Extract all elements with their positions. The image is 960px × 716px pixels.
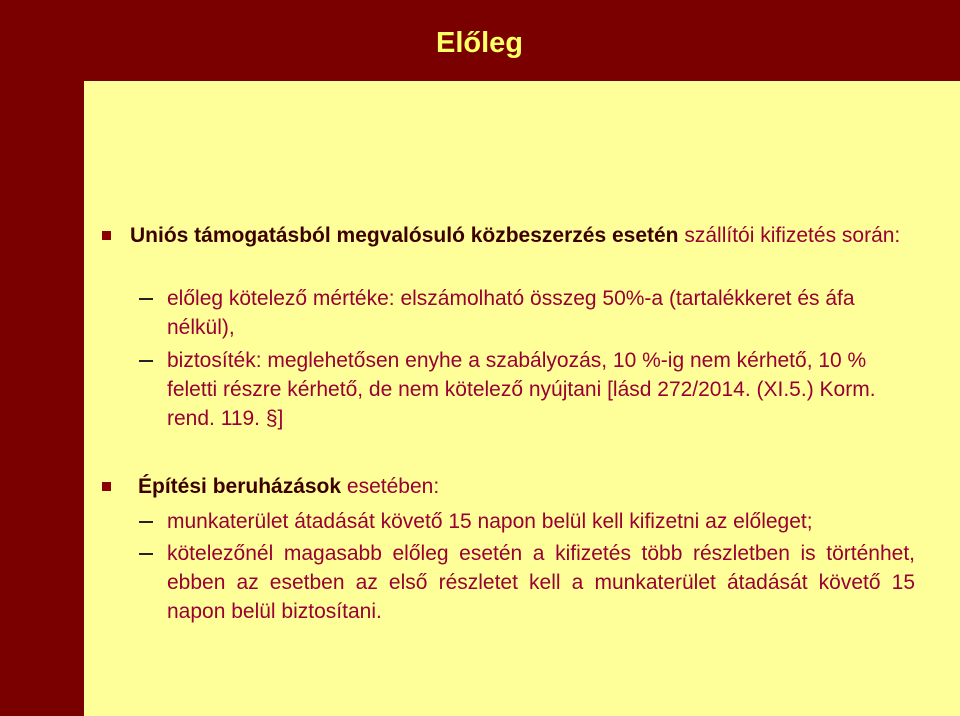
dash-bullet-icon [139,298,153,300]
bullet-lead: Építési beruházások [138,475,342,498]
subitem-advance-rate: előleg kötelező mértéke: elszámolható összeg 50%-a (tartalékkeret és áfa nélkül), [167,287,855,339]
subitem-installments: kötelezőnél magasabb előleg esetén a kifizetés több részletben is történhet, ebben az esetben az első részletet kell a munkaterület átadását követő 15 napon belül biztosítani. [167,542,915,623]
bullet-text-construction [138,472,918,501]
dash-bullet-icon [139,360,153,362]
slide-title: Előleg [436,27,524,59]
subitem-guarantee: biztosíték: meglehetősen enyhe a szabályozás, 10 %-ig nem kérhető, 10 % feletti részre kérhető, de nem kötelező nyújtani [lásd 272/2014. (XI.5.) Korm. rend. 119. §] [167,349,876,430]
square-bullet-icon [102,482,111,491]
bullet-rest: esetében: [341,475,440,498]
bullet-rest: szállítói kifizetés során: [678,224,901,247]
bullet-text-eu-procurement [130,221,918,250]
subitem-payment-deadline: munkaterület átadását követő 15 napon belül kell kifizetni az előleget; [167,510,813,533]
bullet-lead: Uniós támogatásból megvalósuló közbeszerzés esetén [130,224,679,247]
square-bullet-icon [102,231,111,240]
dash-bullet-icon [139,553,153,555]
dash-bullet-icon [139,521,153,523]
